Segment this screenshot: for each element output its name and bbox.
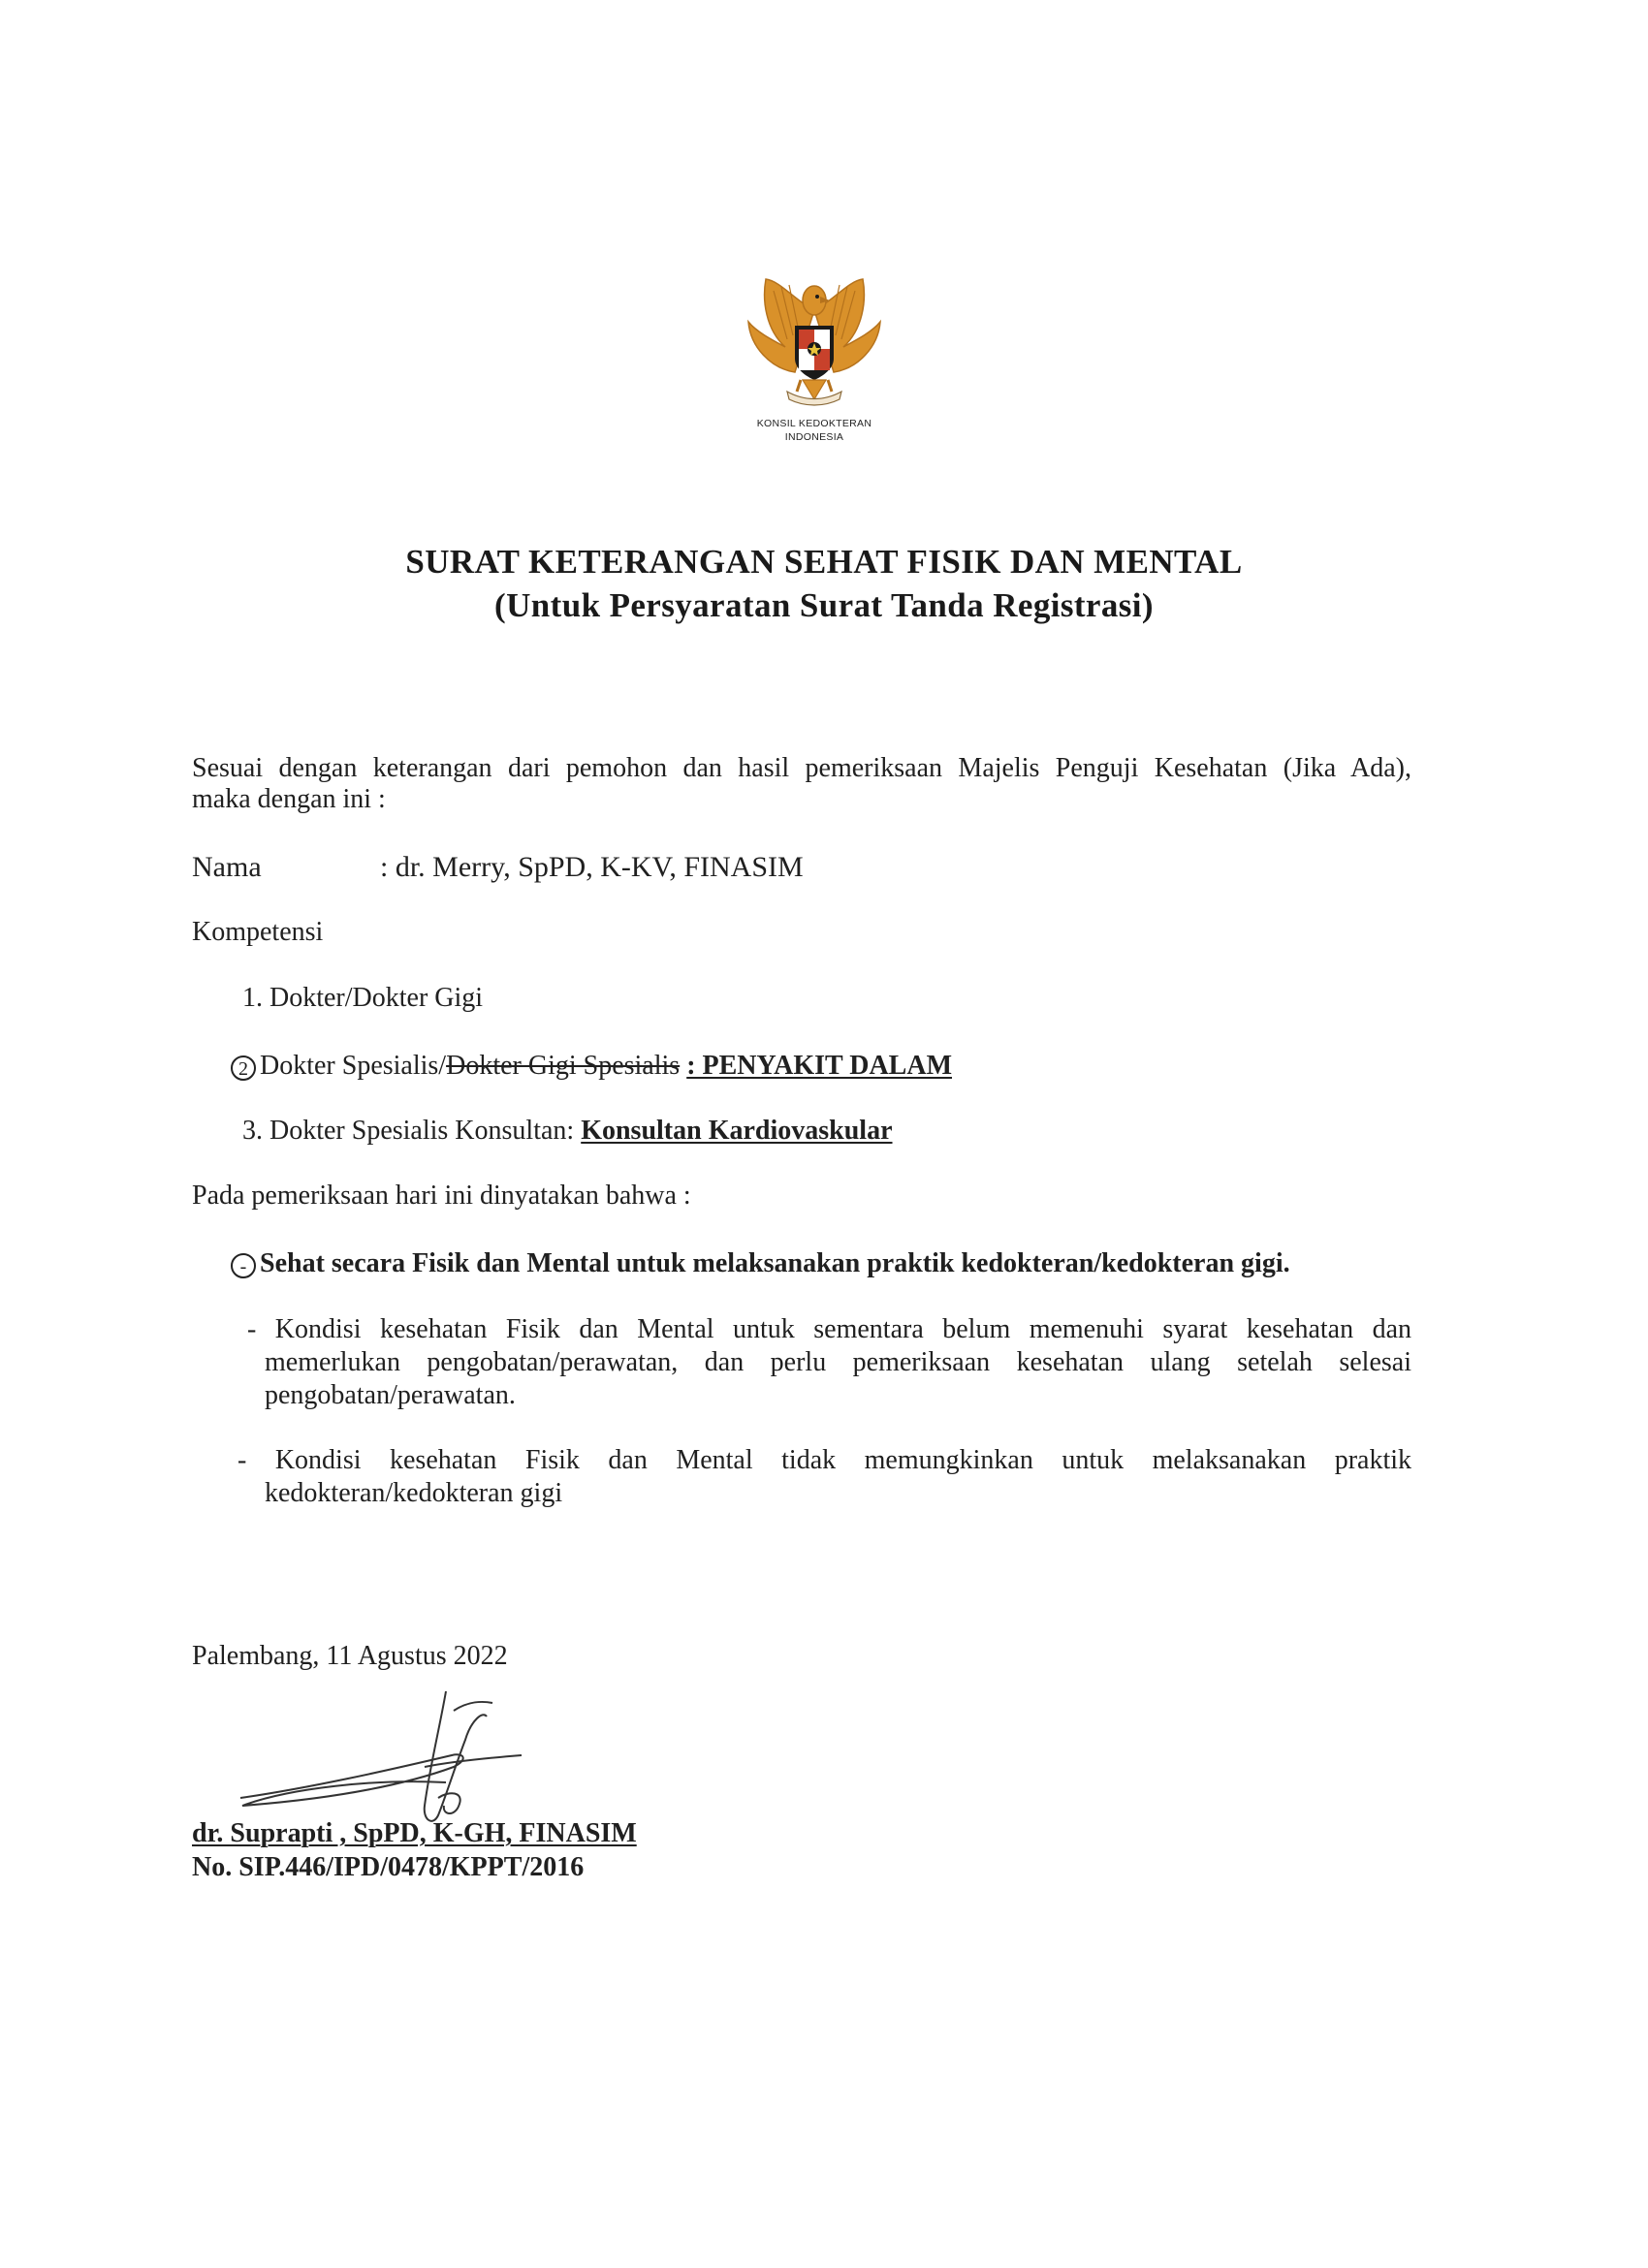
competence-item-3-value: Konsultan Kardiovaskular — [581, 1116, 893, 1146]
emblem-caption-line2: INDONESIA — [784, 431, 844, 443]
garuda-pancasila-emblem-icon — [727, 271, 902, 417]
intro-line2: maka dengan ini : — [192, 784, 386, 814]
competence-label: Kompetensi — [192, 917, 324, 947]
examination-option-2-line2: memerlukan pengobatan/perawatan, dan perlu pemeriksaan kesehatan ulang setelah selesai — [265, 1347, 1411, 1377]
circled-selection-mark: - — [231, 1253, 256, 1278]
examination-option-2-line3: pengobatan/perawatan. — [265, 1380, 516, 1410]
license-number: No. SIP.446/IPD/0478/KPPT/2016 — [192, 1852, 585, 1882]
competence-item-2 — [231, 1050, 952, 1083]
name-label: Nama — [192, 851, 262, 883]
circled-number-mark: 2 — [231, 1055, 256, 1081]
competence-item-3-prefix: 3. Dokter Spesialis Konsultan: — [242, 1116, 582, 1146]
signatory-name: dr. Suprapti , SpPD, K-GH, FINASIM — [192, 1818, 637, 1848]
examination-label: Pada pemeriksaan hari ini dinyatakan bahwa : — [192, 1181, 691, 1211]
name-value: : dr. Merry, SpPD, K-KV, FINASIM — [380, 851, 804, 883]
competence-item-2-value: : PENYAKIT DALAM — [686, 1051, 952, 1081]
competence-item-2-prefix: Dokter Spesialis/ — [260, 1051, 447, 1081]
examination-option-1-text: Sehat secara Fisik dan Mental untuk melaksanakan praktik kedokteran/kedokteran gigi. — [260, 1248, 1290, 1278]
competence-item-3 — [242, 1115, 893, 1148]
examination-option-2-line1: - Kondisi kesehatan Fisik dan Mental untuk sementara belum memenuhi syarat kesehatan dan — [247, 1314, 1411, 1344]
document-subtitle: (Untuk Persyaratan Surat Tanda Registrasi) — [494, 586, 1154, 624]
document-title: SURAT KETERANGAN SEHAT FISIK DAN MENTAL — [405, 543, 1243, 581]
competence-item-2-struck: Dokter Gigi Spesialis — [446, 1051, 681, 1081]
emblem-caption-line1: KONSIL KEDOKTERAN — [756, 418, 872, 429]
emblem-caption — [679, 417, 950, 444]
competence-item-1: 1. Dokter/Dokter Gigi — [242, 983, 484, 1013]
intro-line1: Sesuai dengan keterangan dari pemohon dan hasil pemeriksaan Majelis Penguji Kesehatan (Jika Ada), — [192, 753, 1411, 783]
examination-option-3-line1: - Kondisi kesehatan Fisik dan Mental tidak memungkinkan untuk melaksanakan praktik — [238, 1445, 1411, 1475]
place-date: Palembang, 11 Agustus 2022 — [192, 1641, 508, 1671]
examination-option-1 — [231, 1247, 1290, 1280]
garuda-emblem-graphic — [727, 271, 902, 417]
examination-option-3-line2: kedokteran/kedokteran gigi — [265, 1478, 563, 1508]
